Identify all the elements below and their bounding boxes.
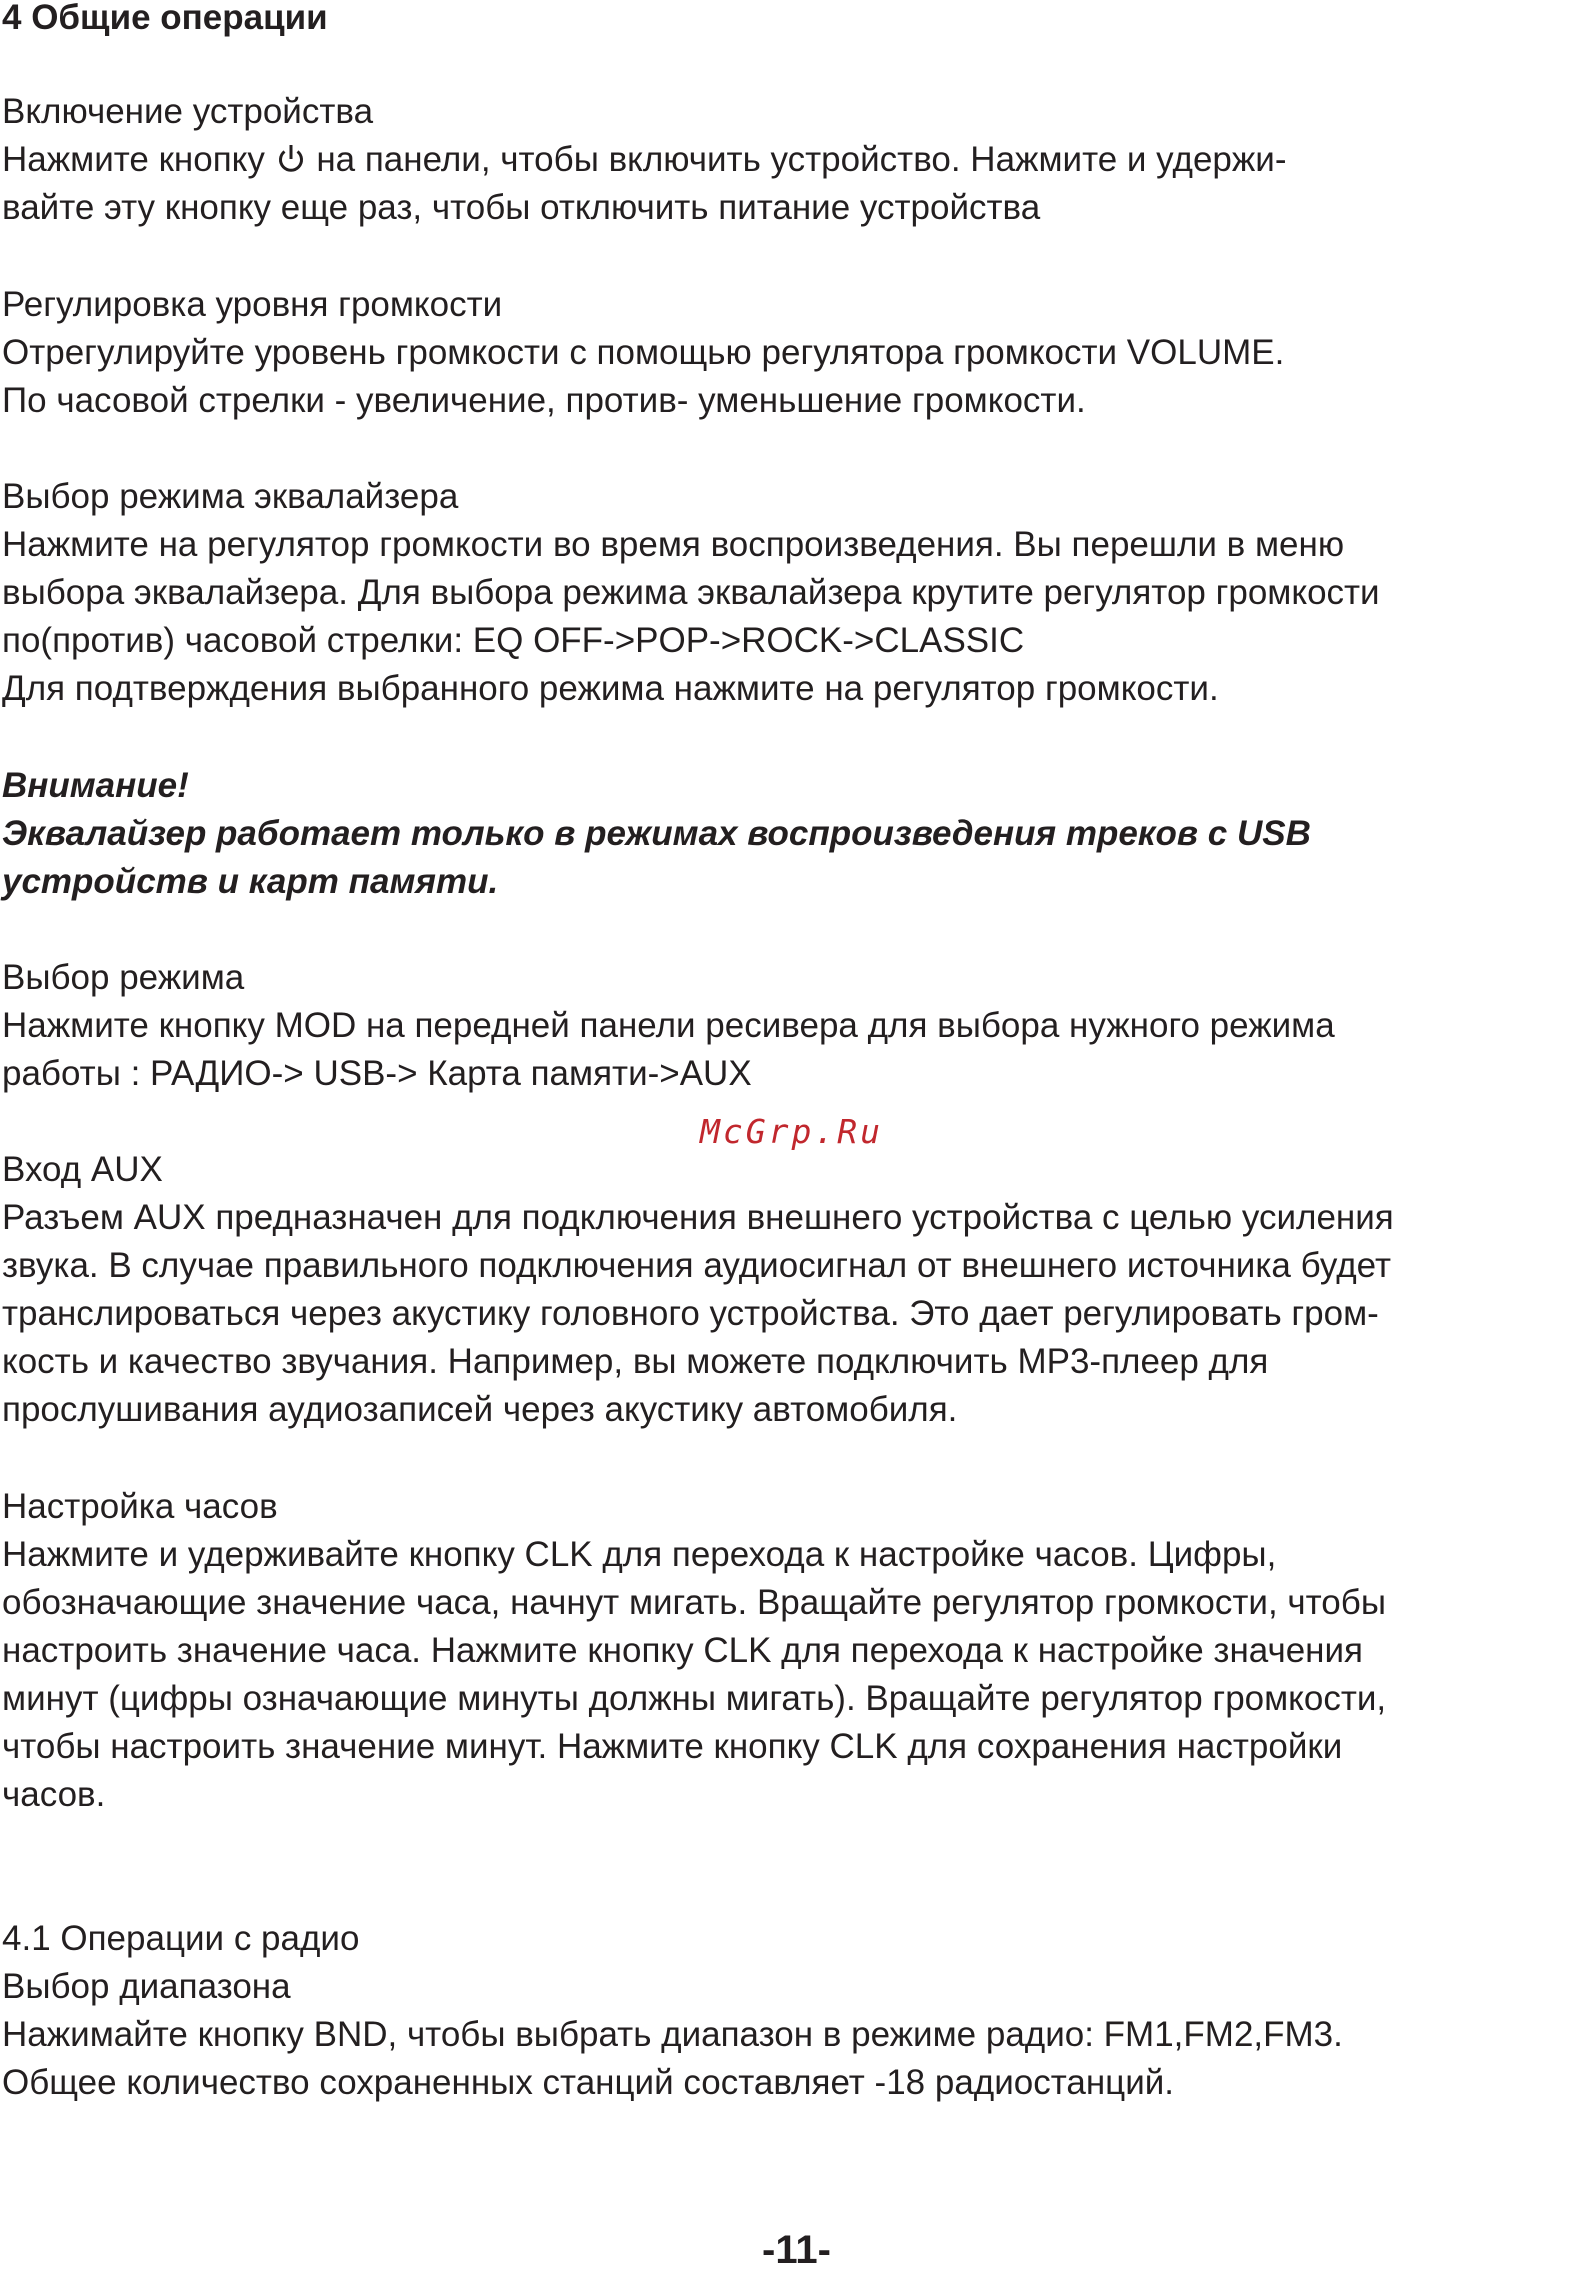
power-text-before: Нажмите кнопку	[2, 140, 275, 179]
volume-text-line: По часовой стрелки - увеличение, против- уменьшение громкости.	[2, 381, 1086, 420]
equalizer-text-line: Нажмите на регулятор громкости во время воспроизведения. Вы перешли в меню	[2, 525, 1345, 564]
warning-text-line: устройств и карт памяти.	[2, 862, 499, 901]
mode-text-line: работы : РАДИО-> USB-> Карта памяти->AUX	[2, 1054, 752, 1093]
power-text-line-2: вайте эту кнопку еще раз, чтобы отключить питание устройства	[2, 188, 1041, 227]
equalizer-text-line: выбора эквалайзера. Для выбора режима эквалайзера крутите регулятор громкости	[2, 573, 1380, 612]
radio-text-line: Общее количество сохраненных станций составляет -18 радиостанций.	[2, 2063, 1175, 2102]
power-text-line	[2, 138, 1287, 182]
equalizer-title: Выбор режима эквалайзера	[2, 477, 459, 516]
watermark: McGrp.Ru	[700, 1112, 883, 1151]
aux-title: Вход AUX	[2, 1150, 163, 1189]
aux-text-line: прослушивания аудиозаписей через акустику автомобиля.	[2, 1390, 958, 1429]
page-number: -11-	[762, 2228, 831, 2272]
clock-title: Настройка часов	[2, 1487, 278, 1526]
equalizer-text-line: Для подтверждения выбранного режима нажмите на регулятор громкости.	[2, 669, 1219, 708]
mode-text-line: Нажмите кнопку MOD на передней панели ресивера для выбора нужного режима	[2, 1006, 1335, 1045]
volume-text-line: Отрегулируйте уровень громкости с помощью регулятора громкости VOLUME.	[2, 333, 1285, 372]
clock-text-line: обозначающие значение часа, начнут мигать. Вращайте регулятор громкости, чтобы	[2, 1583, 1386, 1622]
radio-heading: 4.1 Операции с радио	[2, 1919, 360, 1958]
power-text-after: на панели, чтобы включить устройство. Нажмите и удержи-	[306, 140, 1287, 179]
clock-text-line: минут (цифры означающие минуты должны мигать). Вращайте регулятор громкости,	[2, 1679, 1387, 1718]
clock-text-line: часов.	[2, 1775, 106, 1814]
aux-text-line: звука. В случае правильного подключения аудиосигнал от внешнего источника будет	[2, 1246, 1391, 1285]
aux-text-line: транслироваться через акустику головного устройства. Это дает регулировать гром-	[2, 1294, 1379, 1333]
warning-text-line: Эквалайзер работает только в режимах воспроизведения треков с USB	[2, 814, 1311, 853]
aux-text-line: кость и качество звучания. Например, вы можете подключить MP3-плеер для	[2, 1342, 1269, 1381]
clock-text-line: настроить значение часа. Нажмите кнопку CLK для перехода к настройке значения	[2, 1631, 1364, 1670]
section-heading: 4 Общие операции	[2, 0, 328, 37]
warning-title: Внимание!	[2, 766, 189, 805]
radio-title: Выбор диапазона	[2, 1967, 291, 2006]
power-icon	[275, 142, 307, 174]
clock-text-line: чтобы настроить значение минут. Нажмите кнопку CLK для сохранения настройки	[2, 1727, 1343, 1766]
clock-text-line: Нажмите и удерживайте кнопку CLK для перехода к настройке часов. Цифры,	[2, 1535, 1277, 1574]
power-title: Включение устройства	[2, 92, 374, 131]
mode-title: Выбор режима	[2, 958, 245, 997]
volume-title: Регулировка уровня громкости	[2, 285, 503, 324]
radio-text-line: Нажимайте кнопку BND, чтобы выбрать диапазон в режиме радио: FM1,FM2,FM3.	[2, 2015, 1343, 2054]
aux-text-line: Разъем AUX предназначен для подключения внешнего устройства с целью усиления	[2, 1198, 1394, 1237]
equalizer-text-line: по(против) часовой стрелки: EQ OFF->POP->ROCK->CLASSIC	[2, 621, 1025, 660]
